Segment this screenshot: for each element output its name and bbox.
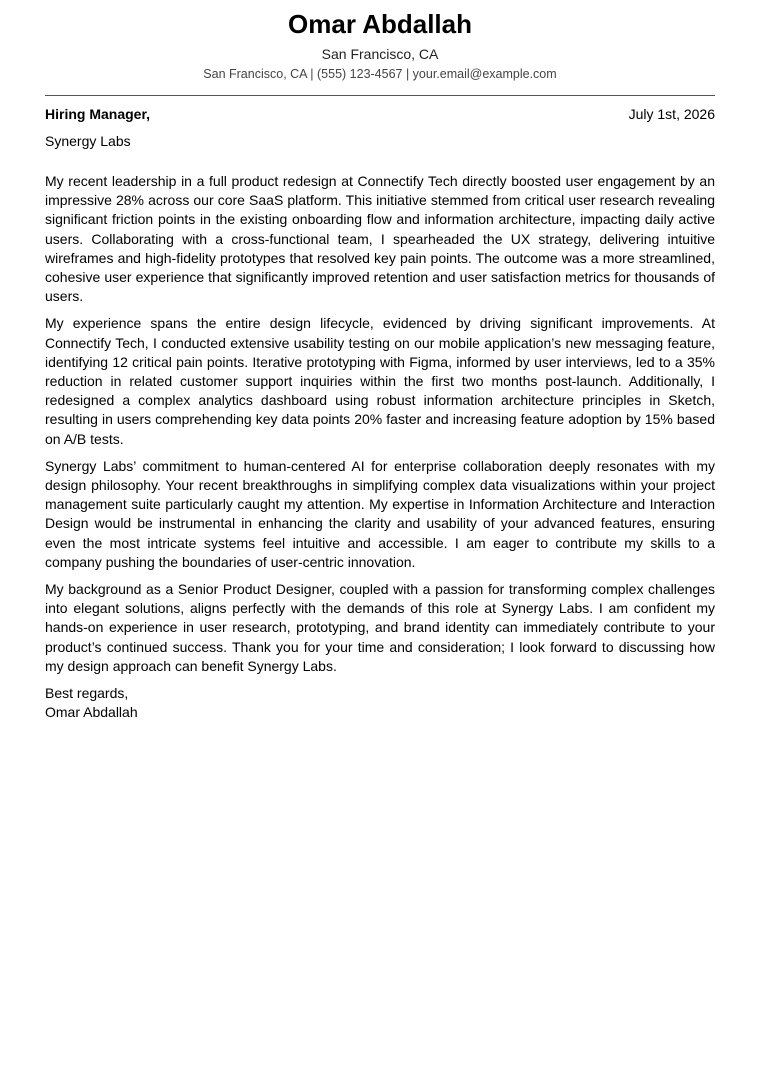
recipient-date-row [45,105,715,123]
body-paragraph-2: My experience spans the entire design lifecycle, evidenced by driving significant improvements. At Connectify Tech, I conducted extensive usability testing on our mobile application’s new messaging feature, identifying 12 critical pain points. Iterative prototyping with Figma, informed by user interviews, led to a 35% reduction in related customer support inquiries within the first two months post-launch. Additionally, I redesigned a complex analytics dashboard using robust information architecture principles in Sketch, resulting in users comprehending key data points 20% faster and increasing feature adoption by 15% based on A/B tests. [45,315,715,447]
sender-name: Omar Abdallah [288,9,472,39]
signature-name: Omar Abdallah [45,704,138,721]
letter-body [45,172,715,676]
letter-date: July 1st, 2026 [628,106,715,122]
body-paragraph-3: Synergy Labs’ commitment to human-centered AI for enterprise collaboration deeply resonates with my design philosophy. Your recent breakthroughs in simplifying complex data visualizations within your project management suite particularly caught my attention. My expertise in Information Architecture and Interaction Design would be instrumental in enhancing the clarity and usability of your advanced features, ensuring even the most intricate systems feel intuitive and accessible. I am eager to contribute my skills to a company pushing the boundaries of user-centric innovation. [45,457,715,570]
recipient-company: Synergy Labs [45,133,131,149]
sender-contact-line: San Francisco, CA | (555) 123-4567 | your.email@example.com [203,67,557,81]
sender-location: San Francisco, CA [321,46,439,62]
closing-phrase: Best regards, [45,685,129,702]
body-paragraph-4: My background as a Senior Product Designer, coupled with a passion for transforming complex challenges into elegant solutions, aligns perfectly with the demands of this role at Synergy Labs. I am confident my hands-on experience in user research, prototyping, and brand identity can immediately contribute to your product’s continued success. Thank you for your time and consideration; I look forward to discussing how my design approach can benefit Synergy Labs. [45,581,715,674]
body-paragraph-1: My recent leadership in a full product redesign at Connectify Tech directly boosted user engagement by an impressive 28% across our core SaaS platform. This initiative stemmed from critical user research revealing significant friction points in the existing onboarding flow and information architecture, impacting daily active users. Collaborating with a cross-functional team, I spearheaded the UX strategy, delivering intuitive wireframes and high-fidelity prototypes that resolved key pain points. The outcome was a more streamlined, cohesive user experience that significantly improved retention and user satisfaction metrics for thousands of users. [45,173,715,305]
recipient-salutation: Hiring Manager, [45,106,151,122]
header-divider [45,95,715,96]
closing-block [45,684,715,722]
